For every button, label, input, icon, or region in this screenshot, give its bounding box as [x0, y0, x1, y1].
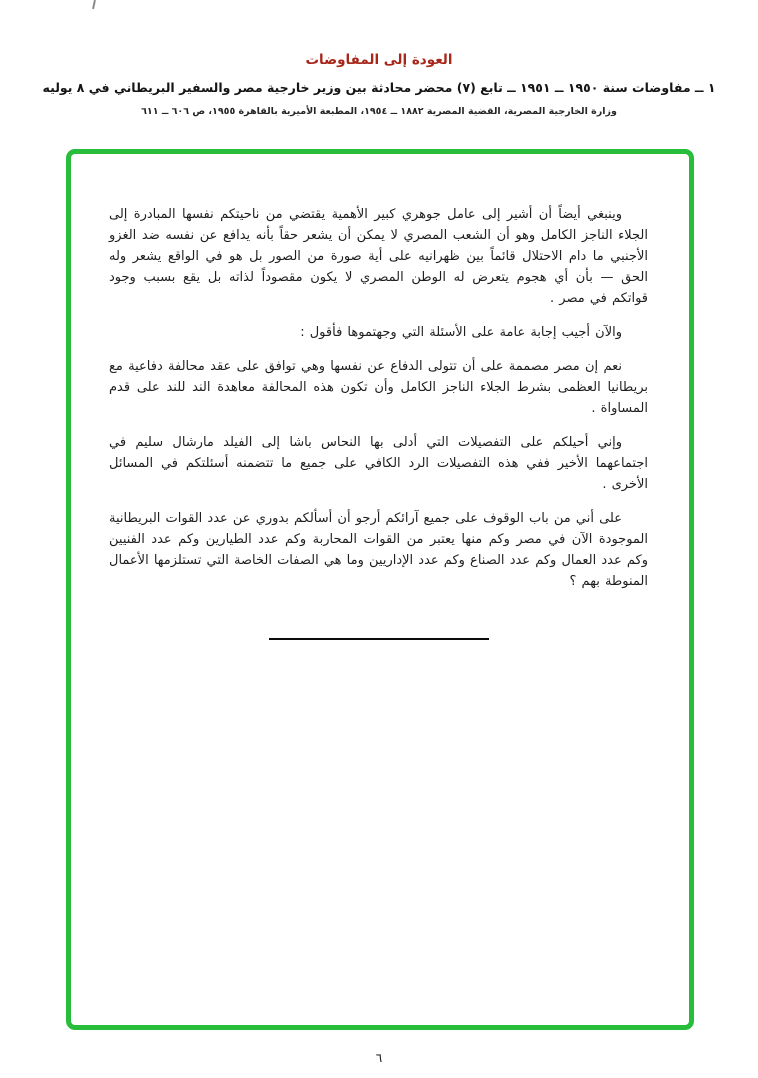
paragraph: على أني من باب الوقوف على جميع آرائكم أرجو أن أسألكم بدوري عن عدد القوات البريطانية الموجودة الآن في مصر وكم منها يعتبر من القوات المحاربة وكم عدد الطيارين وكم عدد الفنيين وكم عدد العمال وكم عدد الصناع وكم عدد الإداريين وما هي الصفات الخاصة التي تستلزمها الأعمال المنوطة بهم ؟: [109, 511, 648, 589]
source-citation: وزارة الخارجية المصرية، القضية المصرية ١٨٨٢ ــ ١٩٥٤، المطبعة الأميرية بالقاهرة ١٩٥٥، ص ٦٠٦ ــ ٦١١: [141, 106, 617, 117]
paragraph: وينبغي أيضاً أن أشير إلى عامل جوهري كبير الأهمية يقتضي من ناحيتكم نفسها المبادرة إلى الجلاء الناجز الكامل وهو أن الشعب المصري لا يمكن أن يشعر حقاً بأنه يدافع عن نفسه ضد الغزو الأجنبي ما دام الاحتلال قائماً بين ظهرانيه على أية صورة من الصور بل هو في الواقع يشعر وله الحق — بأن أي هجوم يتعرض له الوطن المصري لا يكون مقصوداً لذاته بل يقع بسبب وجود قواتكم في مصر .: [109, 207, 648, 306]
page-number: ٦: [375, 1051, 383, 1065]
document-body: [109, 204, 648, 640]
section-divider: [269, 638, 489, 640]
page-title: العودة إلى المفاوضات: [305, 52, 453, 68]
paragraph: والآن أجيب إجابة عامة على الأسئلة التي وجهتموها فأقول :: [300, 325, 622, 340]
page-subtitle: ١ ــ مفاوضات سنة ١٩٥٠ ــ ١٩٥١ ــ تابع (٧) محضر محادثة بين وزير خارجية مصر والسفير البريطاني في ٨ يوليه: [42, 80, 716, 95]
document-footer: [0, 1047, 758, 1066]
scan-artifact: [92, 0, 96, 9]
document-header: [0, 52, 758, 117]
paragraph: نعم إن مصر مصممة على أن تتولى الدفاع عن نفسها وهي توافق على عقد محالفة دفاعية مع بريطانيا العظمى بشرط الجلاء الناجز الكامل وأن تكون هذه المحالفة معاهدة الند للند على قدم المساواة .: [109, 359, 648, 416]
document-frame: [66, 149, 694, 1030]
paragraph: وإني أحيلكم على التفصيلات التي أدلى بها النحاس باشا إلى الفيلد مارشال سليم في اجتماعهما الأخير ففي هذه التفصيلات الرد الكافي على جميع ما تتضمنه أسئلتكم في المسائل الأخرى .: [109, 435, 648, 492]
